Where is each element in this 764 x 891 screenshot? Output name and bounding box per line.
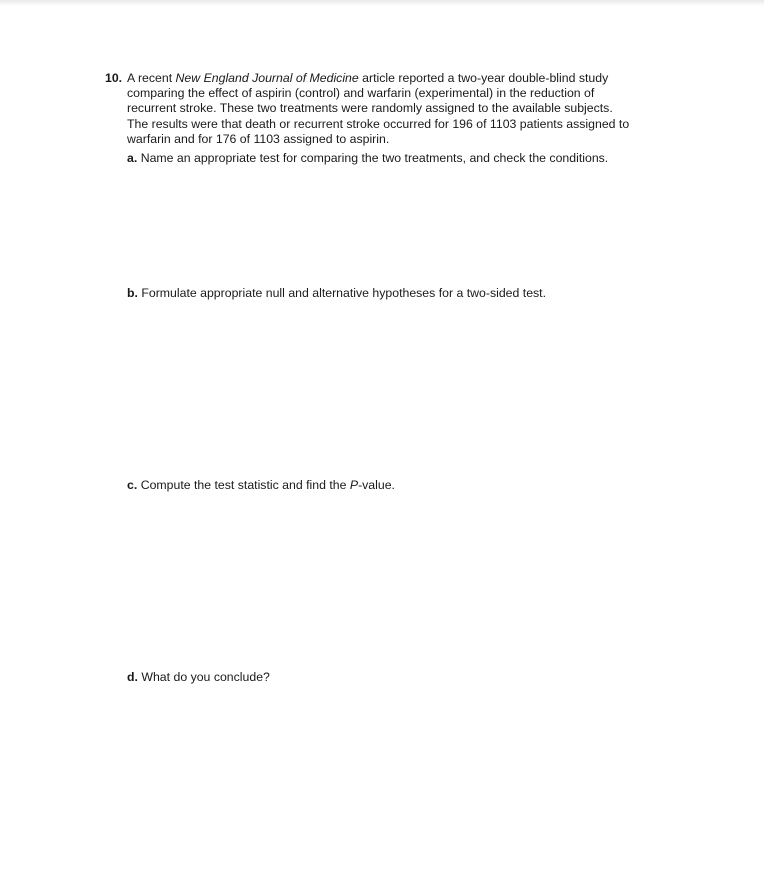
p-symbol: P	[349, 478, 359, 492]
stem-line-4: The results were that death or recurrent stroke occurred for 196 of 1103 patients assigned to	[127, 116, 630, 131]
part-b-letter: b.	[127, 286, 138, 300]
part-c-text	[141, 478, 395, 492]
part-d-text: What do you conclude?	[141, 670, 270, 684]
part-a-letter: a.	[127, 151, 138, 165]
stem-line-1-end: article reported a two-year double-blind study	[358, 71, 609, 85]
part-c-letter: c.	[127, 478, 138, 492]
stem-line-2: comparing the effect of aspirin (control) and warfarin (experimental) in the reduction of	[127, 86, 595, 101]
part-d	[127, 670, 270, 685]
part-b-text: Formulate appropriate null and alternative hypotheses for a two-sided test.	[141, 286, 547, 300]
part-a-text: Name an appropriate test for comparing the two treatments, and check the conditions.	[140, 151, 609, 165]
stem-line-1	[127, 71, 665, 86]
part-c-text-end: -value.	[358, 478, 395, 492]
part-a	[127, 151, 608, 166]
stem-line-1-start: A recent	[127, 71, 176, 85]
part-b	[127, 286, 546, 301]
stem-line-5: warfarin and for 176 of 1103 assigned to aspirin.	[127, 131, 390, 146]
stem-line-3: recurrent stroke. These two treatments were randomly assigned to the available subjects.	[127, 101, 613, 116]
question-number: 10.	[105, 71, 123, 85]
journal-title: New England Journal of Medicine	[175, 71, 359, 85]
question-10	[105, 71, 665, 147]
part-d-letter: d.	[127, 670, 138, 684]
part-c-text-start: Compute the test statistic and find the	[140, 478, 350, 492]
page-top-shadow	[0, 0, 764, 6]
part-c	[127, 478, 395, 493]
question-stem	[127, 71, 665, 147]
